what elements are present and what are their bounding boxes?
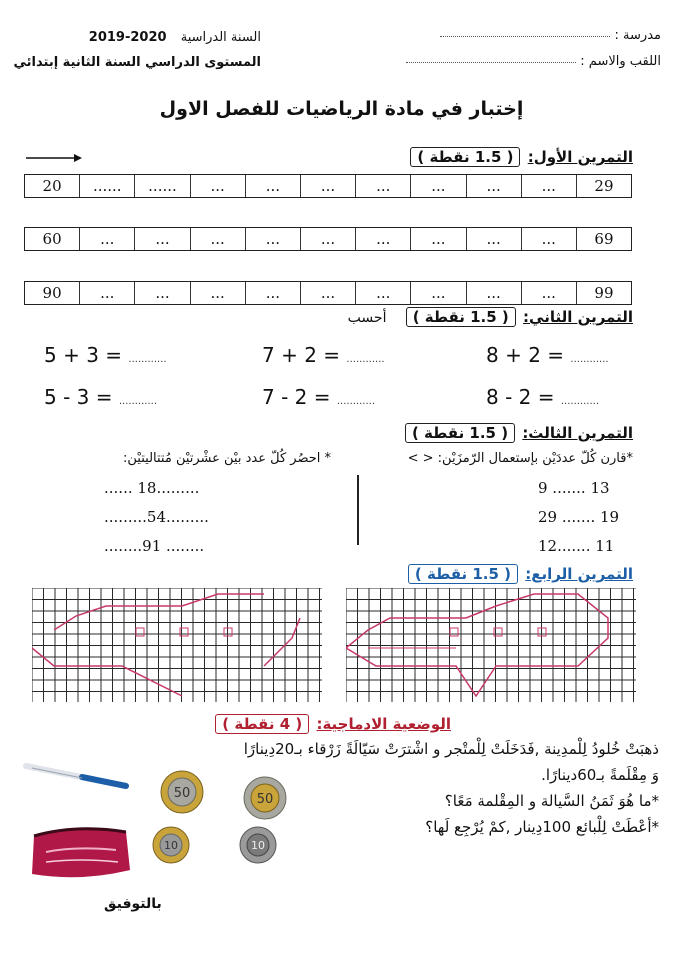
op-1-blank: ............ (128, 354, 167, 365)
column-divider (357, 475, 359, 545)
sequence-blank-cell: ... (245, 228, 300, 250)
ex3-bound-instruction: * احصُر كُلّ عدد بيْن عشْرتيْن مُتتاليتيْن: (123, 451, 331, 466)
op-5-expr: 7 - 2 = (262, 385, 331, 409)
sequence-blank-cell: ... (190, 228, 245, 250)
op-5 (262, 385, 375, 409)
coin-icon-2 (243, 776, 287, 820)
sequence-row (24, 174, 632, 198)
op-1-expr: 5 + 3 = (44, 343, 123, 367)
sequence-blank-cell: ... (245, 282, 300, 304)
question-1: *ما هُوَ ثَمَنُ السَّيالة و المِقْلمة مَعًا؟ (444, 792, 659, 810)
bound-item-3: ........91 ........ (104, 537, 205, 555)
op-3 (486, 343, 609, 367)
op-3-expr: 8 + 2 = (486, 343, 565, 367)
window-4 (450, 628, 458, 636)
ex4-heading (408, 565, 633, 583)
sequence-blank-cell: ... (410, 228, 465, 250)
op-4-expr: 5 - 3 = (44, 385, 113, 409)
grid-drawing-left (32, 588, 332, 708)
ex2-title: التمرين الثاني: (523, 308, 633, 326)
coin-3-value: 10 (164, 839, 178, 852)
sequence-blank-cell: ... (300, 175, 355, 197)
sequence-blank-cell: ... (300, 282, 355, 304)
sequence-blank-cell: ... (79, 282, 134, 304)
level-text: المستوى الدراسي السنة الثانية إبتدائي (13, 55, 261, 70)
op-6-expr: 8 - 2 = (486, 385, 555, 409)
ex3-compare-instruction: *قارن كُلّ عددَيْن بإستعمال الرّمزَيْن: < > (407, 451, 633, 466)
sequence-row (24, 281, 632, 305)
sequence-blank-cell: ... (79, 228, 134, 250)
op-2-expr: 7 + 2 = (262, 343, 341, 367)
right-arrow-icon (24, 152, 84, 164)
sequence-blank-cell: ... (190, 282, 245, 304)
sequence-row (24, 227, 632, 251)
coin-2-value: 50 (256, 792, 274, 807)
sequence-given-value: 69 (576, 228, 631, 250)
ex1-points: ( 1.5 نقطة ) (410, 147, 520, 167)
op-4 (44, 385, 157, 409)
ex3-points: ( 1.5 نقطة ) (405, 423, 515, 443)
window-1 (136, 628, 144, 636)
closing-text: بالتوفيق (104, 896, 162, 912)
ex2-instruction: أحسب (347, 310, 387, 326)
op-2 (262, 343, 385, 367)
sequence-blank-cell: ... (466, 228, 521, 250)
sequence-blank-cell: ...... (134, 175, 189, 197)
ex3-title: التمرين الثالث: (522, 424, 633, 442)
sequence-blank-cell: ... (521, 228, 576, 250)
sequence-given-value: 20 (42, 177, 62, 195)
grid-drawing-right (346, 588, 646, 708)
sequence-given-value: 90 (42, 284, 62, 302)
coin-4-value: 10 (251, 839, 265, 852)
school-field (440, 28, 661, 43)
ex2-points: ( 1.5 نقطة ) (406, 307, 516, 327)
name-label: اللقب والاسم : (580, 54, 661, 69)
sequence-given-value: 99 (576, 282, 631, 304)
sequence-blank-cell: ... (521, 175, 576, 197)
sequence-blank-cell: ... (134, 228, 189, 250)
year-label: السنة الدراسية (180, 30, 261, 45)
year-value: 2020-2019 (88, 30, 167, 45)
name-blank (406, 61, 576, 63)
ex4-title: التمرين الرابع: (525, 565, 633, 583)
ex3-heading (405, 424, 633, 442)
question-2: *أعْطَتْ لِلْبائع 100دِينار ,كمْ يُرْجِع لَها؟ (425, 818, 659, 836)
school-blank (440, 35, 610, 37)
name-field (406, 54, 661, 69)
sequence-blank-cell: ...... (79, 175, 134, 197)
partial-shape-right (264, 618, 300, 666)
sequence-given-value: 29 (576, 175, 631, 197)
ex5-heading (215, 715, 451, 733)
op-6-blank: ............ (560, 396, 600, 407)
op-2-blank: ............ (346, 354, 385, 365)
coin-icon-3 (152, 826, 190, 864)
sequence-given-value: 60 (42, 230, 62, 248)
coin-1-value: 50 (173, 786, 191, 801)
school-label: مدرسة : (614, 28, 661, 43)
ex1-title: التمرين الأول: (527, 148, 633, 166)
sequence-blank-cell: ... (521, 282, 576, 304)
sequence-blank-cell: ... (355, 175, 410, 197)
ex2-heading (348, 308, 633, 326)
sequence-blank-cell: ... (355, 228, 410, 250)
sequence-blank-cell: ... (355, 282, 410, 304)
coin-icon-4 (239, 826, 277, 864)
coin-icon-1 (160, 770, 204, 814)
page-title: إختبار في مادة الرياضيات للفصل الاول (159, 98, 524, 120)
op-4-blank: ............ (118, 396, 158, 407)
sequence-blank-cell: ... (300, 228, 355, 250)
sequence-blank-cell: ... (245, 175, 300, 197)
bound-item-2: .........54......... (104, 508, 209, 526)
sequence-blank-cell: ... (466, 282, 521, 304)
compare-item-3: 12....... 11 (538, 537, 615, 555)
op-3-blank: ............ (570, 354, 609, 365)
sequence-blank-cell: ... (134, 282, 189, 304)
op-5-blank: ............ (336, 396, 376, 407)
problem-line-2: وَ مِقْلَمةً بـ60دينارًا. (541, 766, 659, 784)
ex5-points: ( 4 نقطة ) (215, 714, 309, 734)
sequence-blank-cell: ... (410, 282, 465, 304)
ex1-heading (410, 148, 633, 166)
op-6 (486, 385, 599, 409)
problem-line-1: ذهبَتْ خُلودُ لِلْمدِينة ,فَدَخَلَتْ لِلْمتْجر و اشْترَتْ سَيّالَةً زَرْقاء بـ20دِينارًا (243, 740, 659, 758)
bound-item-1: ...... 18......... (104, 479, 200, 497)
pen-icon (22, 760, 134, 796)
school-year (89, 30, 261, 45)
compare-item-2: 29 ....... 19 (538, 508, 620, 526)
pencil-case-icon (26, 822, 136, 884)
sequence-blank-cell: ... (190, 175, 245, 197)
ex4-points: ( 1.5 نقطة ) (408, 564, 518, 584)
ex5-title: الوضعية الادماجية: (316, 715, 451, 733)
op-1 (44, 343, 167, 367)
compare-item-1: 9 ....... 13 (538, 479, 610, 497)
sequence-blank-cell: ... (410, 175, 465, 197)
sequence-blank-cell: ... (466, 175, 521, 197)
